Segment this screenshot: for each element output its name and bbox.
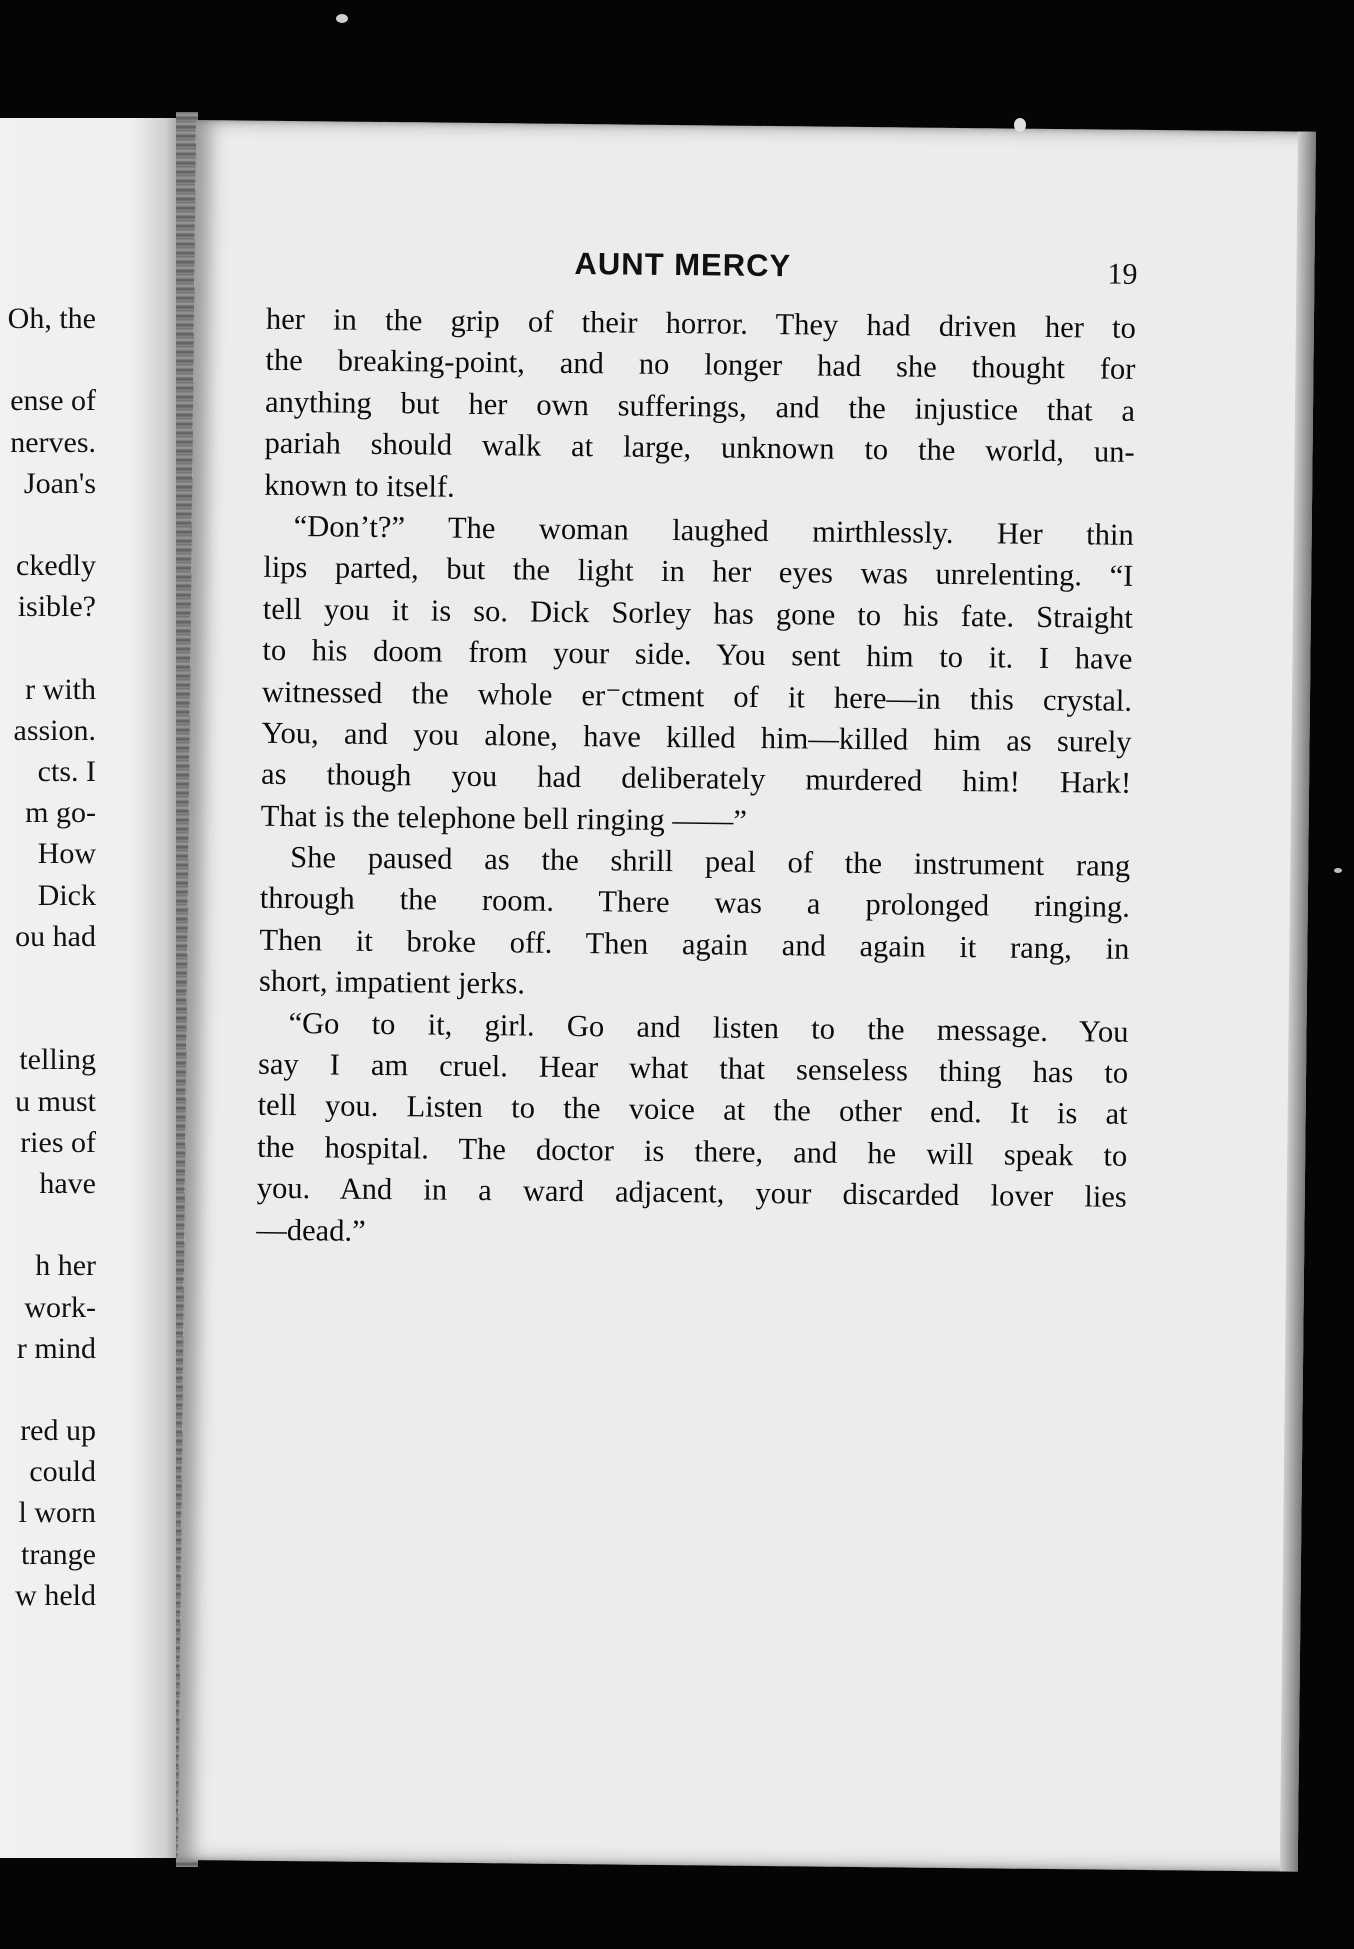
left-page-text <box>8 298 96 1616</box>
left-line: telling <box>19 1043 96 1077</box>
left-line <box>8 1369 96 1410</box>
text-line: to his doom from your side. You sent him to it. I have <box>262 632 1133 676</box>
text-line: “Don’t?” The woman laughed mirthlessly. Her thin <box>293 508 1134 552</box>
text-line: the hospital. The doctor is there, and he will speak to <box>257 1129 1128 1173</box>
text-line: pariah should walk at large, unknown to the world, un- <box>264 425 1135 470</box>
left-line: ense of <box>10 384 96 418</box>
left-line: assion. <box>13 713 96 747</box>
page-edge <box>1280 132 1316 1872</box>
left-line: nerves. <box>10 425 96 459</box>
book-page <box>178 120 1316 1872</box>
left-line: isible? <box>17 590 96 624</box>
text-line: She paused as the shrill peal of the instrument rang <box>290 840 1131 883</box>
left-line: ckedly <box>16 549 96 583</box>
scan-speck <box>336 14 348 23</box>
left-line: How <box>37 837 96 871</box>
left-line: m go- <box>25 796 96 830</box>
left-line <box>8 339 96 380</box>
page-body-text <box>256 299 1136 1260</box>
left-line: red up <box>20 1414 96 1448</box>
left-line: trange <box>21 1537 96 1571</box>
left-line <box>8 628 96 669</box>
left-line <box>8 957 96 998</box>
page-number: 19 <box>1107 257 1138 291</box>
left-line: h her <box>35 1249 96 1283</box>
text-line: the breaking-point, and no longer had she thought for <box>265 343 1136 387</box>
left-line: Joan's <box>23 466 96 500</box>
text-line: short, impatient jerks. <box>258 963 526 1001</box>
left-line: w held <box>15 1578 96 1612</box>
scan-speck <box>1014 118 1026 132</box>
left-line: l worn <box>18 1496 96 1530</box>
text-line: witnessed the whole er⁻ctment of it here—in this crystal. <box>261 674 1133 718</box>
left-line: r mind <box>16 1331 96 1365</box>
left-page-fragment <box>0 118 188 1858</box>
text-line: as though you had deliberately murdered him! Hark! <box>260 757 1132 801</box>
left-line: Dick <box>37 878 96 912</box>
text-line: That is the telephone bell ringing ——” <box>260 798 748 838</box>
left-line: could <box>29 1455 96 1489</box>
text-line: “Go to it, girl. Go and listen to the message. You <box>288 1005 1129 1049</box>
text-line: through the room. There was a prolonged ringing. <box>259 881 1130 925</box>
left-line: ries of <box>20 1125 96 1159</box>
text-line: lips parted, but the light in her eyes was unrelenting. “I <box>263 550 1134 594</box>
text-line: you. And in a ward adjacent, your discarded lover lies <box>256 1170 1127 1215</box>
left-line: Oh, the <box>7 302 96 335</box>
text-line: Then it broke off. Then again and again it rang, in <box>259 922 1130 966</box>
text-line: her in the grip of their horror. They had driven her to <box>265 301 1137 345</box>
left-line: have <box>39 1166 96 1200</box>
left-line: work- <box>24 1290 96 1324</box>
left-line: cts. I <box>37 755 96 789</box>
running-head: AUNT MERCY <box>574 245 792 284</box>
left-line <box>8 504 96 545</box>
left-line: r with <box>25 672 96 706</box>
text-line: anything but her own sufferings, and the injustice that a <box>264 384 1136 428</box>
text-line: say I am cruel. Hear what that senseless thing has to <box>257 1046 1129 1090</box>
scan-speck <box>1334 868 1342 873</box>
text-line: tell you. Listen to the voice at the other end. It is at <box>257 1088 1128 1132</box>
text-line: known to itself. <box>264 467 455 504</box>
left-line: u must <box>15 1084 96 1118</box>
left-line <box>8 998 96 1039</box>
text-line: tell you it is so. Dick Sorley has gone to his fate. Straight <box>262 591 1134 635</box>
left-line <box>8 1204 96 1245</box>
text-line: You, and you alone, have killed him—killed him as surely <box>261 715 1132 759</box>
left-line: ou had <box>15 919 96 953</box>
text-line: —dead.” <box>256 1212 366 1248</box>
